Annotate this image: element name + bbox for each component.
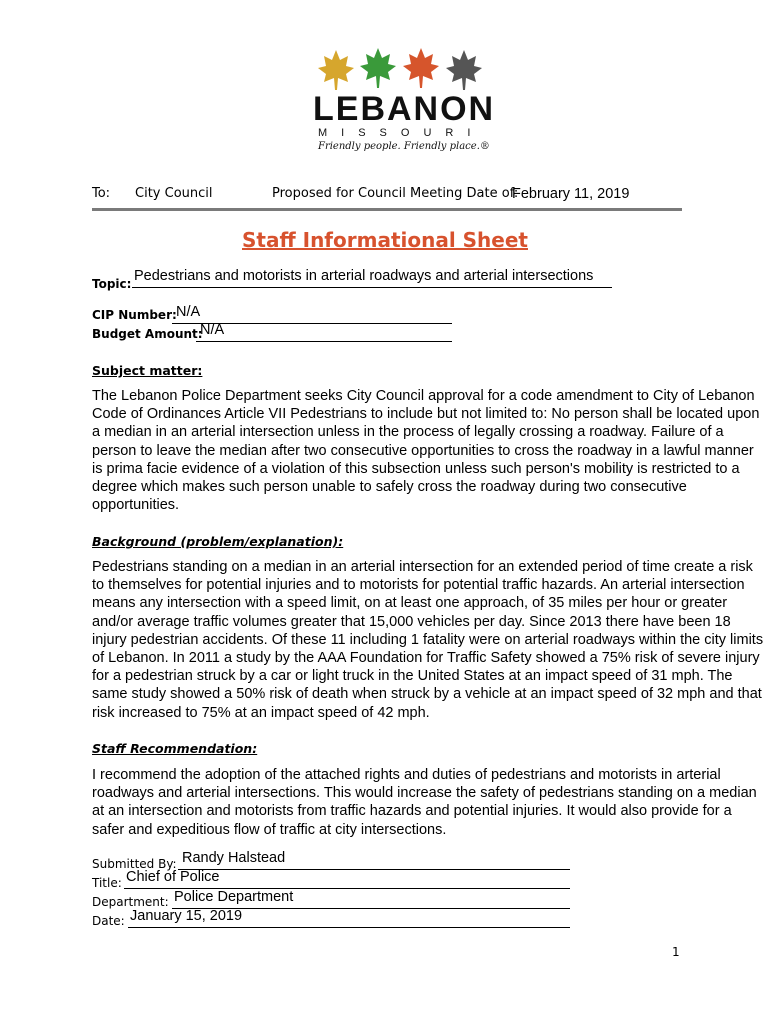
subject-text: The Lebanon Police Department seeks City Council approval for a code amendment to City of Lebanon Code of Ordinances Article VII Pedestrians to include but not limited to: No person shall be located upon a median in an arterial intersection unless in the process of legally crossing a roadway. Failure of a person to leave the median after two consecutive opportunities to cross the roadway in a lawful manner is prima facie evidence of a violation of this subsection unless such person's mobility is restricted to a degree which makes such person unable to safely cross the roadway during two consecutive opportunities. <box>92 388 760 514</box>
page-title: Staff Informational Sheet <box>242 228 528 252</box>
budget-amount-field[interactable]: N/A <box>200 322 225 338</box>
topic-field[interactable]: Pedestrians and motorists in arterial roadways and arterial intersections <box>134 268 594 284</box>
maple-leaf-yellow-icon <box>318 50 354 90</box>
date-field[interactable]: January 15, 2019 <box>130 908 243 924</box>
maple-leaf-orange-icon <box>403 48 439 88</box>
header-divider <box>92 208 682 211</box>
maple-leaf-green-icon <box>360 48 396 88</box>
background-heading: Background (problem/explanation): <box>92 534 344 549</box>
subject-heading: Subject matter: <box>92 363 203 378</box>
topic-label: Topic: <box>92 277 132 291</box>
recommendation-text: I recommend the adoption of the attached rights and duties of pedestrians and motorists in arterial roadways and arterial intersections. This would increase the safety of pedestrians standing on a median at an intersection and motorists from traffic hazards and potential injuries. It would also provide for a safer and expeditious flow of traffic at city intersections. <box>92 767 757 838</box>
recommendation-heading: Staff Recommendation: <box>92 741 258 756</box>
meeting-date-field[interactable]: February 11, 2019 <box>512 186 630 202</box>
to-label: To: <box>92 186 111 201</box>
logo-wordmark: LEBANON <box>313 90 496 128</box>
title-field[interactable]: Chief of Police <box>126 869 220 885</box>
budget-amount-label: Budget Amount: <box>92 327 203 341</box>
department-field[interactable]: Police Department <box>174 889 294 905</box>
proposed-date-label: Proposed for Council Meeting Date of: <box>272 186 519 201</box>
page-number: 1 <box>672 945 680 959</box>
page-title-container <box>0 228 770 252</box>
cip-number-label: CIP Number: <box>92 308 177 322</box>
logo-state: MISSOURI <box>318 127 485 139</box>
to-value: City Council <box>135 186 213 201</box>
submitted-by-label: Submitted By: <box>92 857 177 871</box>
budget-amount-underline <box>196 323 452 342</box>
background-text: Pedestrians standing on a median in an arterial intersection for an extended period of time create a risk to themselves for potential injuries and to motorists for potential traffic hazards. An arterial intersection means any intersection with a speed limit, on at least one approach, of 35 miles per hour or greater and/or average traffic volumes greater that 15,000 vehicles per day. Since 2013 there have been 18 injury pedestrian accidents. Of these 11 including 1 fatality were on arterial roadways within the city limits of Lebanon. In 2011 a study by the AAA Foundation for Traffic Safety showed a 75% risk of severe injury for a pedestrian struck by a car or light truck in the United States at an impact speed of 31 mph. The same study showed a 50% risk of death when struck by a vehicle at an impact speed of 32 mph and that risk increased to 75% at an impact speed of 42 mph. <box>92 559 764 721</box>
department-label: Department: <box>92 895 169 909</box>
title-label: Title: <box>92 876 122 890</box>
submitted-by-field[interactable]: Randy Halstead <box>182 850 286 866</box>
date-label: Date: <box>92 914 125 928</box>
logo-tagline: Friendly people. Friendly place.® <box>318 141 490 152</box>
maple-leaf-gray-icon <box>446 50 482 90</box>
cip-number-field[interactable]: N/A <box>176 304 201 320</box>
